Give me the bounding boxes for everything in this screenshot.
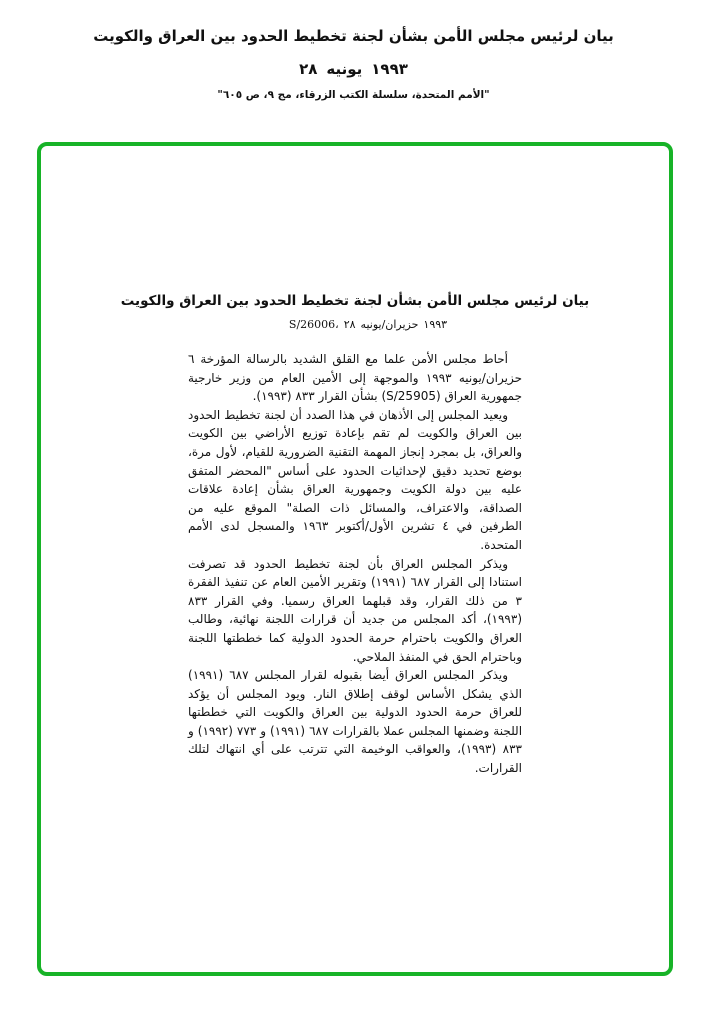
body-paragraph: أحاط مجلس الأمن علما مع القلق الشديد بالرسالة المؤرخة ٦ حزيران/يونيه ١٩٩٣ والموجهة إلى الأمين العام من وزير خارجية جمهورية العراق (S/25905) بشأن القرار ٨٣٣ (١٩٩٣). xyxy=(188,352,522,404)
header-date-year: ١٩٩٣ xyxy=(371,60,408,78)
page-header-source-citation: "الأمم المتحدة، سلسلة الكتب الزرقاء، مج ٩، ص ٦٠٥" xyxy=(217,89,490,101)
body-paragraph: ويذكر المجلس العراق أيضا بقبوله لقرار المجلس ٦٨٧ (١٩٩١) الذي يشكل الأساس لوقف إطلاق النار. ويود المجلس أن يؤكد للعراق حرمة الحدود الدولية بين العراق والكويت التي خططتها اللجنة وضمنها المجلس عملا بالقرارات ٦٨٧ (١٩٩١) و ٧٧٣ (١٩٩٢) و ٨٣٣ (١٩٩٣)، والعواقب الوخيمة التي تترتب على أي انتهاك لتلك القرارات. xyxy=(188,668,523,776)
body-paragraph: ويعيد المجلس إلى الأذهان في هذا الصدد أن لجنة تخطيط الحدود بين العراق والكويت لم تقم بإعادة توزيع الأراضي بين الكويت والعراق، بل بمجرد إنجاز المهمة التقنية الضرورية للقيام، لأول مرة، بوضع تحديد دقيق لإحداثيات الحدود على أساس "المحضر المتفق عليه بين دولة الكويت وجمهورية العراق بشأن إعادة علاقات الصداقة، والاعتراف، والمسائل ذات الصلة" الموقع عليه من الطرفين في ٤ تشرين الأول/أكتوبر ١٩٦٣ والمسجل لدى الأمم المتحدة. xyxy=(188,407,522,552)
document-symbol: S/26006، xyxy=(288,318,339,331)
document-date-day: ٢٨ xyxy=(343,318,356,331)
document-date-month: حزيران/يونيه xyxy=(360,318,419,331)
page-header-title: بيان لرئيس مجلس الأمن بشأن لجنة تخطيط الحدود بين العراق والكويت xyxy=(93,27,614,45)
document-frame xyxy=(37,142,673,976)
document-reference-line xyxy=(54,318,682,331)
body-paragraph: ويذكر المجلس العراق بأن لجنة تخطيط الحدود قد تصرفت استنادا إلى القرار ٦٨٧ (١٩٩١) وتقرير الأمين العام عن تنفيذ الفقرة ٣ من ذلك القرار، وقد قبلهما العراق رسميا. وفي القرار ٨٣٣ (١٩٩٣)، أكد المجلس من جديد أن قرارات اللجنة نهائية، وطالب العراق والكويت باحترام حرمة الحدود الدولية كما خططتها اللجنة وباحترام الحق في المنفذ الملاحي. xyxy=(188,556,522,664)
header-date-day: ٢٨ xyxy=(299,60,318,78)
page-header xyxy=(0,0,707,101)
document-date-year: ١٩٩٣ xyxy=(423,318,448,331)
header-date-month: يونيه xyxy=(326,60,363,78)
page-header-date xyxy=(0,60,707,78)
document-body xyxy=(188,350,522,778)
document-title: بيان لرئيس مجلس الأمن بشأن لجنة تخطيط الحدود بين العراق والكويت xyxy=(120,293,590,309)
